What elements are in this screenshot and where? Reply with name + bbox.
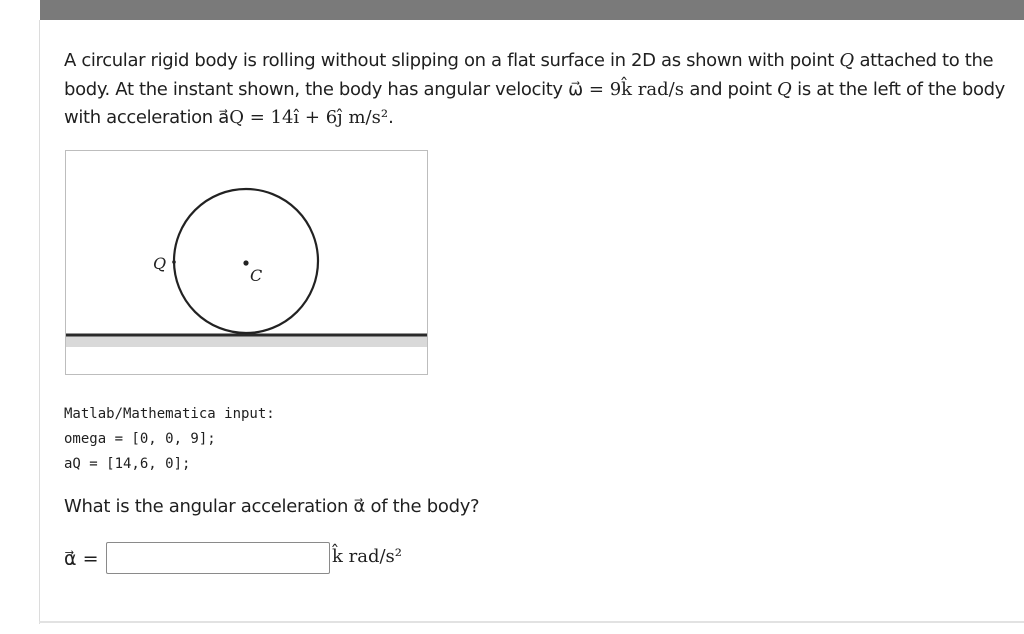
point-q-symbol: Q	[839, 50, 855, 71]
code-block	[64, 402, 275, 477]
point-q-marker	[172, 260, 176, 264]
point-q-label: Q	[153, 254, 167, 273]
top-bar	[40, 0, 1024, 20]
problem-line2: body. At the instant shown, the body has angular velocity	[64, 78, 569, 100]
problem-line1: A circular rigid body is rolling without slipping on a flat surface in 2D as shown with point	[64, 50, 840, 71]
aq-expression: a⃗Q = 14î + 6ĵ m/s²	[218, 107, 389, 128]
problem-line3: with acceleration	[64, 107, 219, 128]
answer-input[interactable]	[106, 542, 330, 574]
problem-line1-tail: attached to the	[854, 50, 994, 71]
figure-canvas	[66, 151, 427, 374]
ground-surface	[66, 336, 427, 347]
problem-line3-tail: .	[388, 107, 394, 128]
problem-statement	[64, 47, 1009, 133]
point-q-symbol-2: Q	[777, 78, 792, 100]
center-point	[243, 260, 248, 265]
rolling-body-figure	[65, 150, 428, 375]
answer-label: α⃗ =	[64, 548, 99, 570]
code-line-omega: omega = [0, 0, 9];	[64, 431, 216, 447]
answer-unit: k̂ rad/s²	[332, 546, 403, 567]
problem-line2-tail: is at the left of the body	[791, 78, 1005, 100]
code-line-aq: aQ = [14,6, 0];	[64, 456, 191, 472]
bottom-divider	[39, 621, 1024, 623]
omega-expression: ω⃗ = 9k̂ rad/s	[568, 78, 684, 100]
center-label: C	[250, 266, 263, 285]
code-header: Matlab/Mathematica input:	[64, 406, 275, 422]
question-text: What is the angular acceleration α⃗ of the body?	[64, 496, 480, 517]
left-divider	[39, 20, 40, 624]
problem-line2-mid: and point	[683, 78, 778, 100]
